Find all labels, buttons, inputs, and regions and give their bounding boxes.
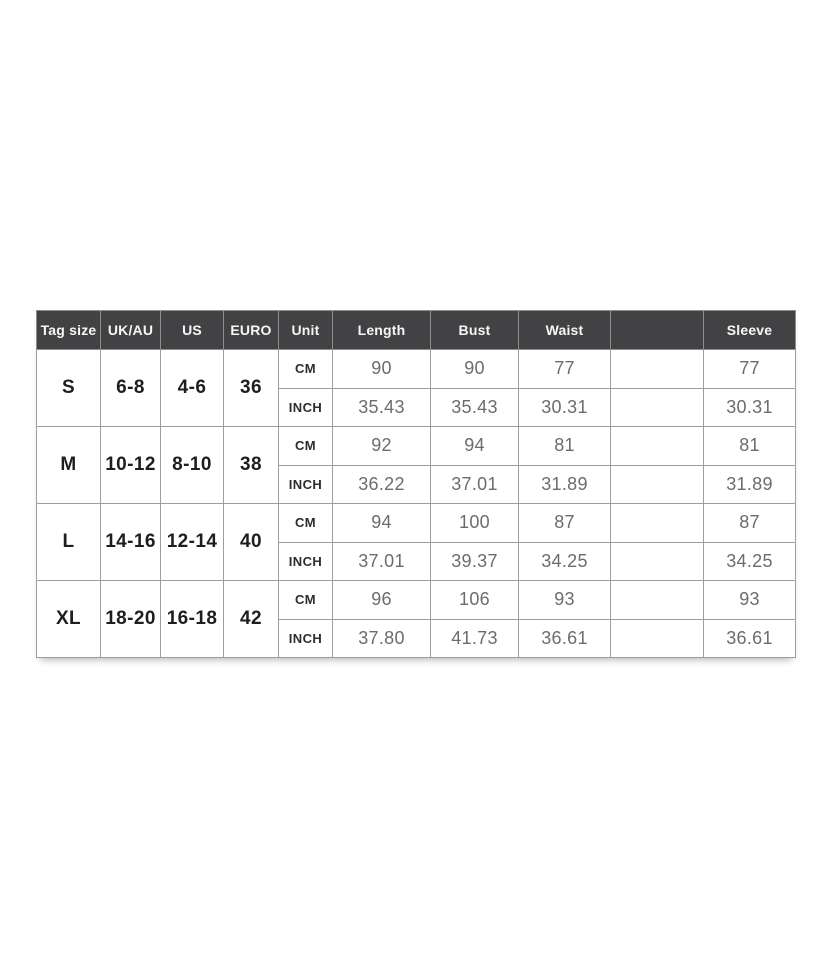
cell-l-cm-blank <box>611 504 704 543</box>
header-sleeve: Sleeve <box>704 311 796 350</box>
cell-s-inch-sleeve: 30.31 <box>704 388 796 427</box>
cell-l-cm-sleeve: 87 <box>704 504 796 543</box>
header-row <box>37 311 796 350</box>
cell-s-cm-sleeve: 77 <box>704 350 796 389</box>
cell-xl-inch-unit: INCH <box>279 619 333 658</box>
header-unit: Unit <box>279 311 333 350</box>
cell-xl-inch-waist: 36.61 <box>519 619 611 658</box>
cell-m-inch-unit: INCH <box>279 465 333 504</box>
cell-xl-tag: XL <box>37 581 101 658</box>
cell-s-cm-blank <box>611 350 704 389</box>
cell-s-uk-au: 6-8 <box>101 350 161 427</box>
cell-xl-cm-waist: 93 <box>519 581 611 620</box>
cell-xl-cm-length: 96 <box>333 581 431 620</box>
cell-l-cm-length: 94 <box>333 504 431 543</box>
cell-m-cm-blank <box>611 427 704 466</box>
cell-xl-inch-blank <box>611 619 704 658</box>
cell-s-euro: 36 <box>224 350 279 427</box>
header-us: US <box>161 311 224 350</box>
cell-s-inch-unit: INCH <box>279 388 333 427</box>
cell-l-inch-sleeve: 34.25 <box>704 542 796 581</box>
size-chart-table <box>36 310 796 658</box>
cell-m-inch-blank <box>611 465 704 504</box>
cell-m-inch-sleeve: 31.89 <box>704 465 796 504</box>
row-m-cm <box>37 427 796 466</box>
cell-s-cm-bust: 90 <box>431 350 519 389</box>
cell-l-cm-bust: 100 <box>431 504 519 543</box>
cell-l-inch-length: 37.01 <box>333 542 431 581</box>
cell-s-us: 4-6 <box>161 350 224 427</box>
cell-s-inch-waist: 30.31 <box>519 388 611 427</box>
cell-l-inch-bust: 39.37 <box>431 542 519 581</box>
cell-xl-inch-sleeve: 36.61 <box>704 619 796 658</box>
cell-xl-cm-sleeve: 93 <box>704 581 796 620</box>
header-euro: EURO <box>224 311 279 350</box>
cell-s-inch-bust: 35.43 <box>431 388 519 427</box>
cell-m-cm-bust: 94 <box>431 427 519 466</box>
cell-s-tag: S <box>37 350 101 427</box>
cell-xl-cm-bust: 106 <box>431 581 519 620</box>
cell-s-cm-unit: CM <box>279 350 333 389</box>
cell-xl-inch-length: 37.80 <box>333 619 431 658</box>
cell-m-inch-length: 36.22 <box>333 465 431 504</box>
cell-l-inch-unit: INCH <box>279 542 333 581</box>
cell-s-inch-length: 35.43 <box>333 388 431 427</box>
cell-m-cm-unit: CM <box>279 427 333 466</box>
header-bust: Bust <box>431 311 519 350</box>
cell-l-uk-au: 14-16 <box>101 504 161 581</box>
cell-m-euro: 38 <box>224 427 279 504</box>
cell-m-inch-waist: 31.89 <box>519 465 611 504</box>
cell-s-cm-waist: 77 <box>519 350 611 389</box>
cell-l-inch-blank <box>611 542 704 581</box>
cell-m-tag: M <box>37 427 101 504</box>
cell-l-us: 12-14 <box>161 504 224 581</box>
row-xl-cm <box>37 581 796 620</box>
header-waist: Waist <box>519 311 611 350</box>
cell-xl-cm-blank <box>611 581 704 620</box>
cell-m-cm-length: 92 <box>333 427 431 466</box>
cell-s-inch-blank <box>611 388 704 427</box>
cell-s-cm-length: 90 <box>333 350 431 389</box>
cell-xl-uk-au: 18-20 <box>101 581 161 658</box>
cell-m-inch-bust: 37.01 <box>431 465 519 504</box>
cell-l-tag: L <box>37 504 101 581</box>
cell-xl-euro: 42 <box>224 581 279 658</box>
cell-xl-inch-bust: 41.73 <box>431 619 519 658</box>
cell-m-uk-au: 10-12 <box>101 427 161 504</box>
row-l-cm <box>37 504 796 543</box>
cell-m-cm-waist: 81 <box>519 427 611 466</box>
cell-m-cm-sleeve: 81 <box>704 427 796 466</box>
header-tag-size: Tag size <box>37 311 101 350</box>
cell-l-cm-unit: CM <box>279 504 333 543</box>
header-length: Length <box>333 311 431 350</box>
row-s-cm <box>37 350 796 389</box>
header-blank <box>611 311 704 350</box>
cell-xl-cm-unit: CM <box>279 581 333 620</box>
header-uk-au: UK/AU <box>101 311 161 350</box>
cell-l-inch-waist: 34.25 <box>519 542 611 581</box>
cell-m-us: 8-10 <box>161 427 224 504</box>
cell-l-euro: 40 <box>224 504 279 581</box>
cell-xl-us: 16-18 <box>161 581 224 658</box>
cell-l-cm-waist: 87 <box>519 504 611 543</box>
